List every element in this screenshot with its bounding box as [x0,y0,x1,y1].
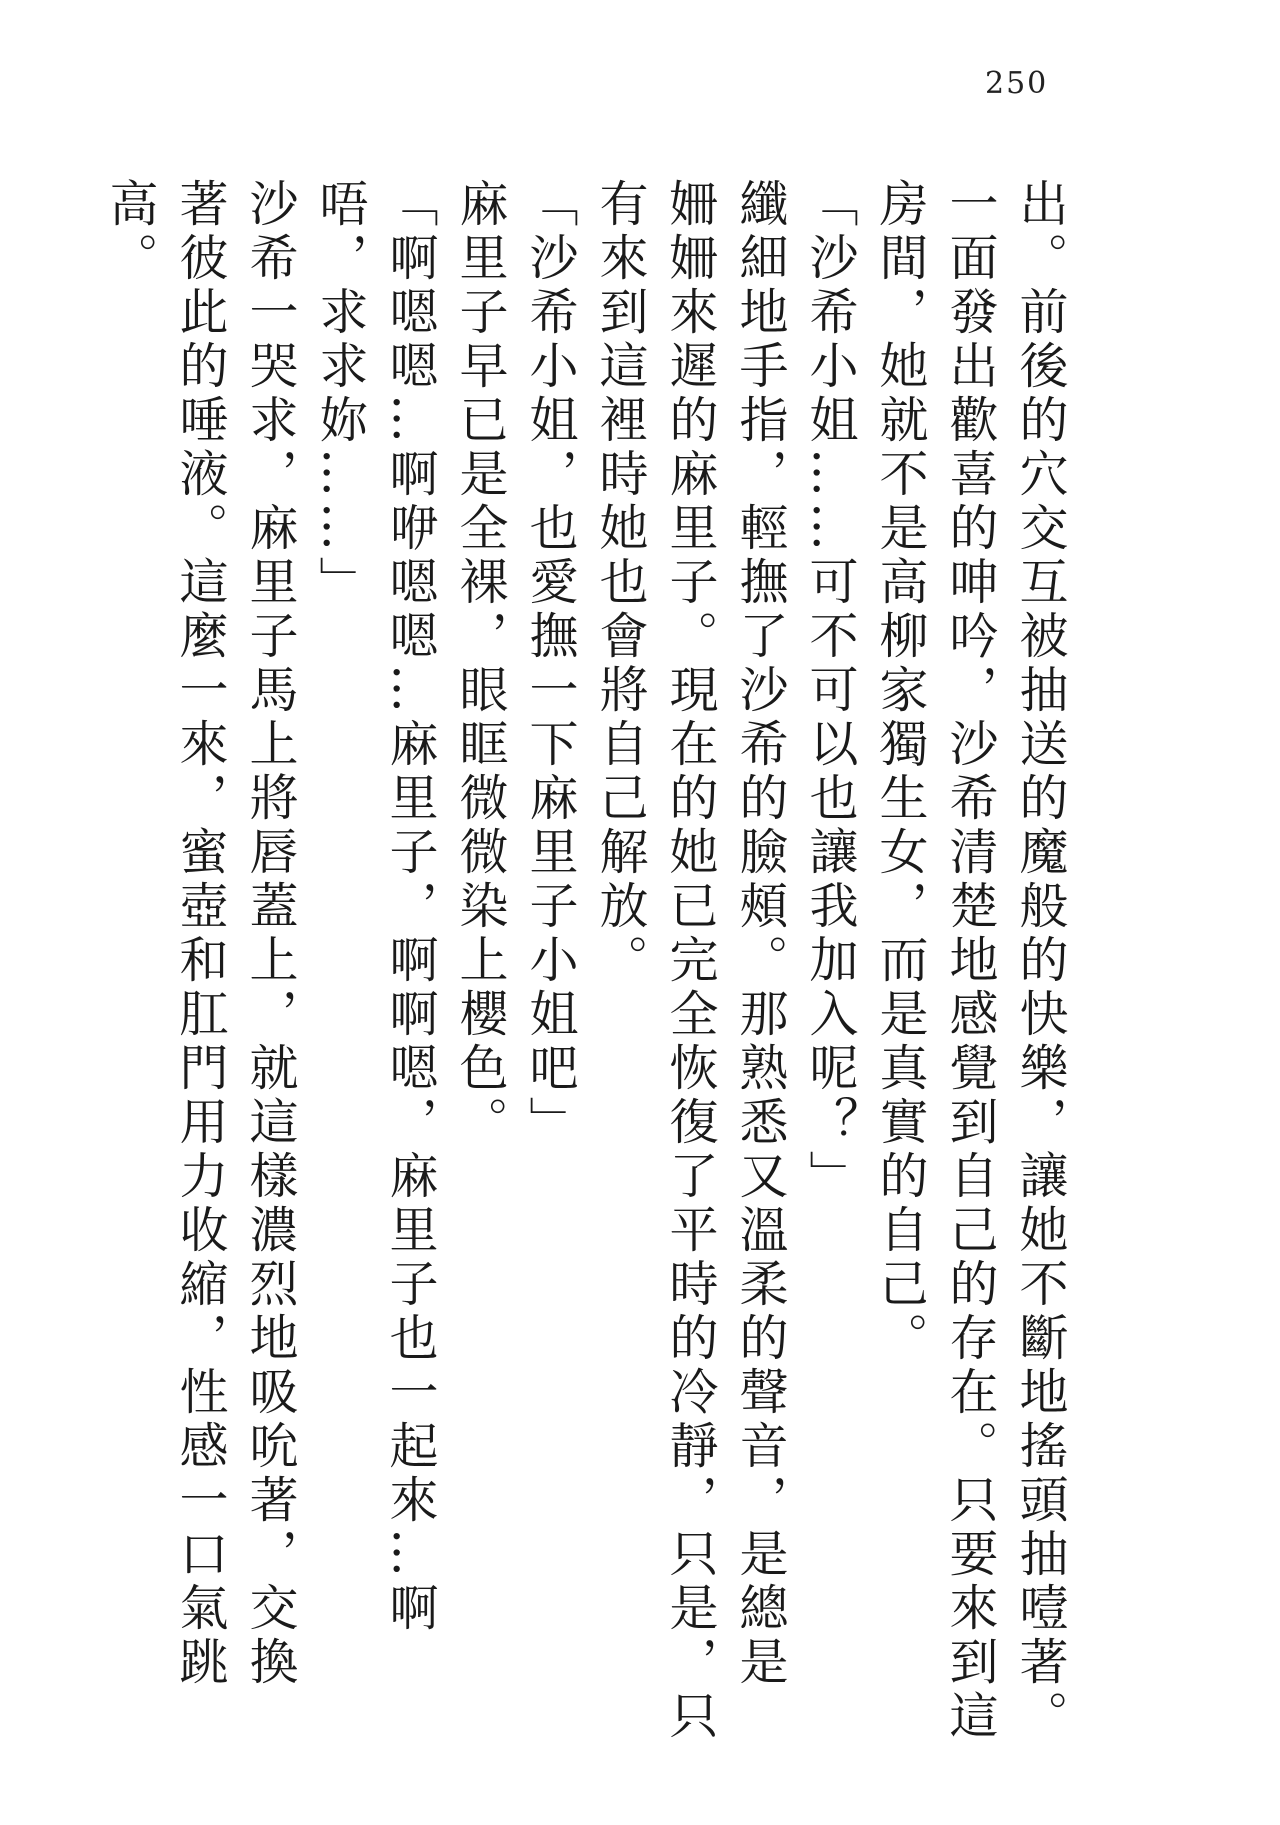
body-text [95,178,1075,1744]
text-column-7: 有來到這裡時她也會將自己解放。 [592,178,649,988]
page-number: 250 [985,66,1049,101]
text-column-14: 高。 [102,178,159,286]
text-column-11: 唔，求求妳……」 [312,178,369,610]
text-column-5: 纖細地手指，輕撫了沙希的臉頰。那熟悉又溫柔的聲音，是總是 [732,178,789,1690]
text-column-10: 「啊嗯嗯…啊咿嗯嗯…麻里子，啊啊嗯，麻里子也一起來…啊 [382,178,439,1636]
text-column-12: 沙希一哭求，麻里子馬上將唇蓋上，就這樣濃烈地吸吮著，交換 [242,178,299,1690]
text-column-13: 著彼此的唾液。這麼一來，蜜壺和肛門用力收縮，性感一口氣跳 [172,178,229,1690]
text-column-2: 一面發出歡喜的呻吟，沙希清楚地感覺到自己的存在。只要來到這 [942,178,999,1744]
text-column-3: 房間，她就不是高柳家獨生女，而是真實的自己。 [872,178,929,1366]
text-column-8: 「沙希小姐，也愛撫一下麻里子小姐吧」 [522,178,579,1150]
text-column-6: 姍姍來遲的麻里子。現在的她已完全恢復了平時的冷靜，只是，只 [662,178,719,1744]
text-column-1: 出。前後的穴交互被抽送的魔般的快樂，讓她不斷地搖頭抽噎著。 [1012,178,1069,1744]
text-column-4: 「沙希小姐……可不可以也讓我加入呢？」 [802,178,859,1204]
text-column-9: 麻里子早已是全裸，眼眶微微染上櫻色。 [452,178,509,1150]
